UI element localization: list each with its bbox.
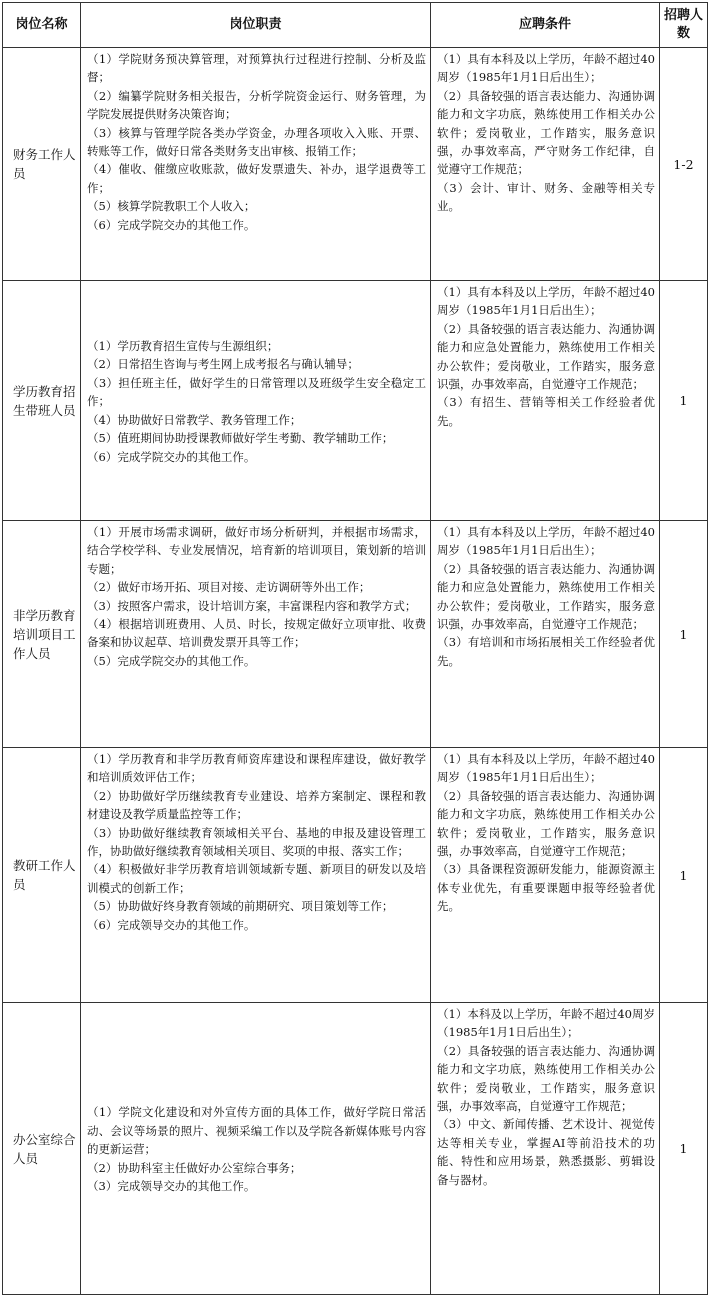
header-duties: 岗位职责 bbox=[81, 3, 431, 48]
duty-item: （3）担任班主任，做好学生的日常管理以及班级学生安全稳定工作； bbox=[87, 375, 426, 409]
duty-item: （4）根据培训班费用、人员、时长，按规定做好立项审批、收费备案和协议起草、培训费发票开具等工作； bbox=[87, 617, 426, 650]
duty-item: （6）完成领导交办的其他工作。 bbox=[87, 917, 256, 932]
duty-item: （5）协助做好终身教育领域的前期研究、项目策划等工作； bbox=[87, 899, 394, 914]
duty-item: （4）催收、催缴应收账款，做好发票遗失、补办，退学退费等工作； bbox=[87, 162, 426, 195]
duty-item: （5）核算学院教职工个人收入； bbox=[87, 199, 256, 214]
requirement-item: （1）具有本科及以上学历，年龄不超过40周岁（1985年1月1日后出生）； bbox=[437, 285, 655, 318]
requirement-item: （2）具备较强的语言表达能力、沟通协调能力和应急处置能力，熟练使用工作相关办公软件；爱岗敬业，工作踏实，服务意识强，办事效率高，自觉遵守工作规范； bbox=[437, 321, 655, 392]
requirement-item: （2）具备较强的语言表达能力、沟通协调能力和文字功底，熟练使用工作相关办公软件；爱岗敬业，工作踏实，服务意识强，办事效率高，自觉遵守工作规范； bbox=[437, 1043, 655, 1114]
duty-item: （3）协助做好继续教育领域相关平台、基地的申报及建设管理工作，协助做好继续教育领域相关项目、奖项的申报、落实工作； bbox=[87, 825, 426, 859]
duty-item: （1）开展市场需求调研，做好市场分析研判，并根据市场需求，结合学校学科、专业发展情况，培育新的培训项目，策划新的培训专题； bbox=[87, 525, 426, 576]
requirement-item: （3）具备课程资源研发能力，能源资源主体专业优先，有重要课题申报等经验者优先。 bbox=[437, 862, 655, 914]
requirements-cell bbox=[431, 521, 660, 748]
position-name: 非学历教育培训项目工作人员 bbox=[3, 521, 81, 748]
requirement-item: （1）本科及以上学历，年龄不超过40周岁（1985年1月1日后出生）； bbox=[437, 1007, 655, 1040]
header-row bbox=[3, 3, 708, 48]
header-requirements: 应聘条件 bbox=[431, 3, 660, 48]
requirements-cell bbox=[431, 281, 660, 521]
duties-cell bbox=[81, 48, 431, 281]
duty-item: （6）完成学院交办的其他工作。 bbox=[87, 449, 256, 464]
hire-count: 1-2 bbox=[660, 48, 708, 281]
requirement-item: （2）具备较强的语言表达能力、沟通协调能力和文字功底，熟练使用工作相关办公软件；爱岗敬业，工作踏实，服务意识强，办事效率高，自觉遵守工作规范； bbox=[437, 788, 655, 859]
duty-item: （2）协助科室主任做好办公室综合事务； bbox=[87, 1160, 302, 1175]
duties-cell bbox=[81, 281, 431, 521]
requirement-item: （1）具有本科及以上学历，年龄不超过40周岁（1985年1月1日后出生）； bbox=[437, 52, 655, 85]
duty-item: （5）值班期间协助授课教师做好学生考勤、教学辅助工作； bbox=[87, 431, 394, 446]
duty-item: （4）协助做好日常教学、教务管理工作； bbox=[87, 412, 302, 427]
duty-item: （2）做好市场开拓、项目对接、走访调研等外出工作； bbox=[87, 580, 371, 595]
table-row bbox=[3, 748, 708, 1003]
hire-count: 1 bbox=[660, 521, 708, 748]
duty-item: （2）日常招生咨询与考生网上成考报名与确认辅导； bbox=[87, 357, 359, 372]
duty-item: （3）核算与管理学院各类办学资金，办理各项收入入账、开票、转账等工作，做好日常各类财务支出审核、报销工作； bbox=[87, 125, 426, 159]
requirement-item: （3）有培训和市场拓展相关工作经验者优先。 bbox=[437, 635, 655, 668]
requirement-item: （3）中文、新闻传播、艺术设计、视觉传达等相关专业，掌握AI等前沿技术的功能、特性和应用场景，熟悉摄影、剪辑设备与器材。 bbox=[437, 1117, 655, 1187]
position-name: 学历教育招生带班人员 bbox=[3, 281, 81, 521]
duty-item: （6）完成学院交办的其他工作。 bbox=[87, 217, 256, 232]
duty-item: （1）学历教育招生宣传与生源组织； bbox=[87, 339, 279, 354]
duty-item: （2）协助做好学历继续教育专业建设、培养方案制定、课程和教材建设及教学质量监控等工作； bbox=[87, 788, 426, 822]
duties-cell bbox=[81, 1003, 431, 1295]
duty-item: （1）学院财务预决算管理，对预算执行过程进行控制、分析及监督； bbox=[87, 52, 426, 85]
requirements-cell bbox=[431, 48, 660, 281]
job-table bbox=[2, 2, 708, 1295]
hire-count: 1 bbox=[660, 281, 708, 521]
requirements-cell bbox=[431, 748, 660, 1003]
requirement-item: （2）具备较强的语言表达能力、沟通协调能力和应急处置能力，熟练使用工作相关办公软件；爱岗敬业，工作踏实，服务意识强，办事效率高，自觉遵守工作规范； bbox=[437, 561, 655, 632]
duty-item: （1）学院文化建设和对外宣传方面的具体工作，做好学院日常活动、会议等场景的照片、视频采编工作以及学院各新媒体账号内容的更新运营； bbox=[87, 1105, 426, 1157]
requirement-item: （3）有招生、营销等相关工作经验者优先。 bbox=[437, 395, 655, 428]
table-row bbox=[3, 281, 708, 521]
header-position: 岗位名称 bbox=[3, 3, 81, 48]
requirement-item: （1）具有本科及以上学历，年龄不超过40周岁（1985年1月1日后出生）； bbox=[437, 525, 655, 558]
duty-item: （4）积极做好非学历教育培训领域新专题、新项目的研发以及培训模式的创新工作； bbox=[87, 862, 426, 895]
table-row bbox=[3, 1003, 708, 1295]
duty-item: （3）完成领导交办的其他工作。 bbox=[87, 1179, 256, 1194]
position-name: 财务工作人员 bbox=[3, 48, 81, 281]
duties-cell bbox=[81, 521, 431, 748]
hire-count: 1 bbox=[660, 1003, 708, 1295]
duty-item: （5）完成学院交办的其他工作。 bbox=[87, 653, 256, 668]
position-name: 教研工作人员 bbox=[3, 748, 81, 1003]
requirements-cell bbox=[431, 1003, 660, 1295]
duty-item: （2）编纂学院财务相关报告，分析学院资金运行、财务管理，为学院发展提供财务决策咨询； bbox=[87, 88, 426, 122]
duties-cell bbox=[81, 748, 431, 1003]
hire-count: 1 bbox=[660, 748, 708, 1003]
header-count: 招聘人数 bbox=[660, 3, 708, 48]
duty-item: （1）学历教育和非学历教育师资库建设和课程库建设，做好教学和培训质效评估工作； bbox=[87, 752, 426, 785]
table-row bbox=[3, 521, 708, 748]
requirement-item: （3）会计、审计、财务、金融等相关专业。 bbox=[437, 180, 655, 214]
position-name: 办公室综合人员 bbox=[3, 1003, 81, 1295]
requirement-item: （2）具备较强的语言表达能力、沟通协调能力和文字功底，熟练使用工作相关办公软件；爱岗敬业，工作踏实，服务意识强，办事效率高，严守财务工作纪律，自觉遵守工作规范； bbox=[437, 88, 655, 177]
duty-item: （3）按照客户需求，设计培训方案，丰富课程内容和教学方式； bbox=[87, 598, 417, 613]
requirement-item: （1）具有本科及以上学历，年龄不超过40周岁（1985年1月1日后出生）； bbox=[437, 752, 655, 785]
table-row bbox=[3, 48, 708, 281]
